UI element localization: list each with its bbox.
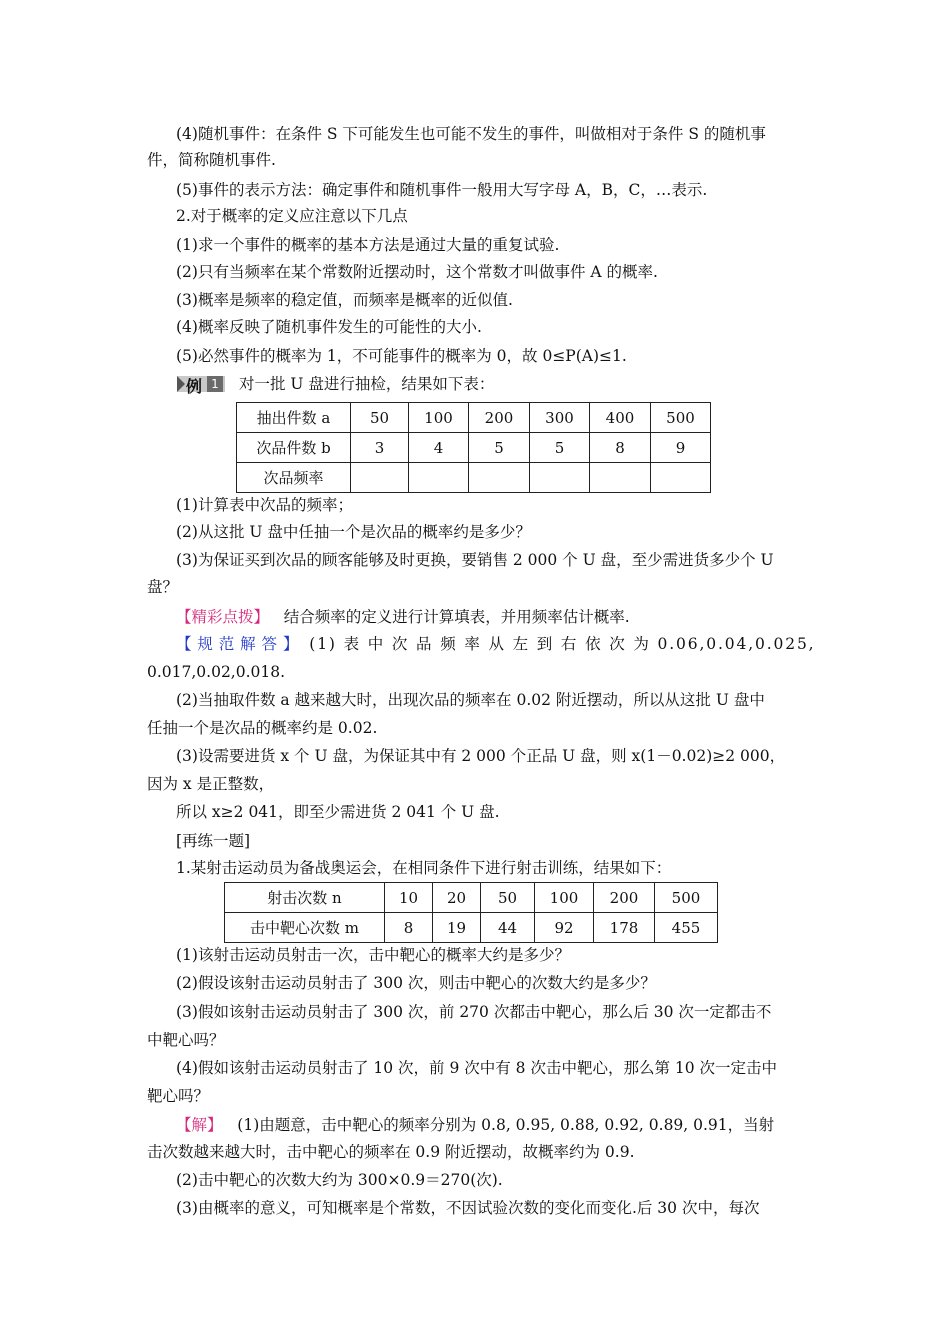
table-cell: 3 (351, 433, 409, 463)
practice-question-4: (4)假如该射击运动员射击了 10 次，前 9 次中有 8 次击中靶心，那么第 10 次一定击中 (176, 1059, 778, 1077)
practice-question-1: (1)该射击运动员射击一次，击中靶心的概率大约是多少？ (176, 946, 570, 964)
para-event-notation: (5)事件的表示方法：确定事件和随机事件一般用大写字母 A，B，C，…表示. (176, 181, 708, 199)
point-5: (5)必然事件的概率为 1，不可能事件的概率为 0，故 0≤P(A)≤1. (176, 347, 627, 365)
table-row (225, 913, 718, 943)
table-cell: 次品件数 b (237, 433, 351, 463)
solution-line-2-cont: 任抽一个是次品的概率约是 0.02. (147, 719, 378, 737)
table-cell: 5 (469, 433, 530, 463)
table-cell: 178 (594, 913, 655, 943)
table-cell: 300 (530, 403, 590, 433)
table-cell (351, 463, 409, 493)
point-1: (1)求一个事件的概率的基本方法是通过大量的重复试验. (176, 236, 560, 254)
solution-label: 【规范解答】 (176, 635, 305, 653)
defect-table (236, 402, 711, 493)
practice-question-3-cont: 中靶心吗？ (147, 1031, 225, 1049)
hint-text: 结合频率的定义进行计算填表，并用频率估计概率. (283, 608, 630, 626)
table-cell: 50 (481, 883, 535, 913)
table-cell: 9 (651, 433, 711, 463)
practice-solution-line-3: (3)由概率的意义，可知概率是个常数，不因试验次数的变化而变化.后 30 次中，每次 (176, 1199, 760, 1217)
solution-line-1 (176, 634, 815, 654)
practice-solution-label: 【解】 (176, 1116, 223, 1134)
hint-label: 【精彩点拨】 (176, 608, 270, 626)
solution-line-2: (2)当抽取件数 a 越来越大时，出现次品的频率在 0.02 附近摆动，所以从这批 U 盘中 (176, 691, 765, 709)
shooting-table (224, 882, 718, 943)
table-cell (651, 463, 711, 493)
table-row (225, 883, 718, 913)
table-cell: 44 (481, 913, 535, 943)
table-row (237, 463, 711, 493)
para-random-event: (4)随机事件：在条件 S 下可能发生也可能不发生的事件，叫做相对于条件 S 的随机事 (176, 125, 766, 143)
table-cell: 4 (409, 433, 469, 463)
badge-arrow-icon (177, 376, 185, 392)
para-random-event-cont: 件，简称随机事件. (147, 151, 276, 169)
table-cell: 200 (469, 403, 530, 433)
solution-line-1-cont: 0.017,0.02,0.018. (147, 663, 286, 681)
table-cell: 19 (433, 913, 481, 943)
practice-question-2: (2)假设该射击运动员射击了 300 次，则击中靶心的次数大约是多少？ (176, 974, 656, 992)
practice-intro: 1.某射击运动员为备战奥运会，在相同条件下进行射击训练，结果如下： (176, 859, 672, 877)
practice-solution-line-1-cont: 击次数越来越大时，击中靶心的频率在 0.9 附近摆动，故概率约为 0.9. (147, 1143, 635, 1161)
point-3: (3)概率是频率的稳定值，而频率是概率的近似值. (176, 291, 513, 309)
solution-line-3: (3)设需要进货 x 个 U 盘，为保证其中有 2 000 个正品 U 盘，则 x(1－0.02)≥2 000， (176, 747, 786, 765)
point-2: (2)只有当频率在某个常数附近摆动时，这个常数才叫做事件 A 的概率. (176, 263, 658, 281)
example-badge (177, 374, 227, 394)
table-cell (590, 463, 651, 493)
example-question-1: (1)计算表中次品的频率； (176, 496, 353, 514)
table-cell: 8 (590, 433, 651, 463)
table-row (237, 433, 711, 463)
practice-solution-text: (1)由题意，击中靶心的频率分别为 0.8, 0.95, 0.88, 0.92, 0.89, 0.91，当射 (237, 1116, 775, 1134)
table-cell: 10 (385, 883, 433, 913)
table-cell (530, 463, 590, 493)
solution-line-3-end: 所以 x≥2 041，即至少需进货 2 041 个 U 盘. (176, 803, 500, 821)
table-cell: 455 (655, 913, 718, 943)
table-cell: 92 (535, 913, 594, 943)
table-cell: 100 (535, 883, 594, 913)
table-cell: 500 (655, 883, 718, 913)
table-cell (469, 463, 530, 493)
table-cell (409, 463, 469, 493)
table-cell: 击中靶心次数 m (225, 913, 385, 943)
solution-text: (1) 表 中 次 品 频 率 从 左 到 右 依 次 为 0.06,0.04,0.025, (309, 635, 816, 653)
badge-number: 1 (207, 376, 223, 392)
table-cell: 200 (594, 883, 655, 913)
table-cell: 抽出件数 a (237, 403, 351, 433)
practice-title: [再练一题] (176, 832, 251, 850)
solution-line-3-cont: 因为 x 是正整数， (147, 775, 275, 793)
example-question-3-cont: 盘？ (147, 578, 179, 596)
table-cell: 50 (351, 403, 409, 433)
hint-line (176, 607, 630, 627)
section-heading-2: 2.对于概率的定义应注意以下几点 (176, 207, 408, 225)
point-4: (4)概率反映了随机事件发生的可能性的大小. (176, 318, 482, 336)
table-cell: 400 (590, 403, 651, 433)
table-cell: 500 (651, 403, 711, 433)
table-cell: 次品频率 (237, 463, 351, 493)
practice-solution-line-2: (2)击中靶心的次数大约为 300×0.9＝270(次). (176, 1171, 503, 1189)
practice-solution-line-1 (176, 1115, 774, 1135)
table-cell: 射击次数 n (225, 883, 385, 913)
example-question-2: (2)从这批 U 盘中任抽一个是次品的概率约是多少？ (176, 523, 531, 541)
example-question-3: (3)为保证买到次品的顾客能够及时更换，要销售 2 000 个 U 盘，至少需进货多少个 U (176, 551, 774, 569)
example-intro: 对一批 U 盘进行抽检，结果如下表： (239, 375, 495, 393)
practice-question-4-cont: 靶心吗？ (147, 1087, 210, 1105)
badge-word: 例 (186, 377, 203, 396)
table-row (237, 403, 711, 433)
table-cell: 20 (433, 883, 481, 913)
table-cell: 5 (530, 433, 590, 463)
table-cell: 100 (409, 403, 469, 433)
table-cell: 8 (385, 913, 433, 943)
practice-question-3: (3)假如该射击运动员射击了 300 次，前 270 次都击中靶心，那么后 30 次一定都击不 (176, 1003, 772, 1021)
